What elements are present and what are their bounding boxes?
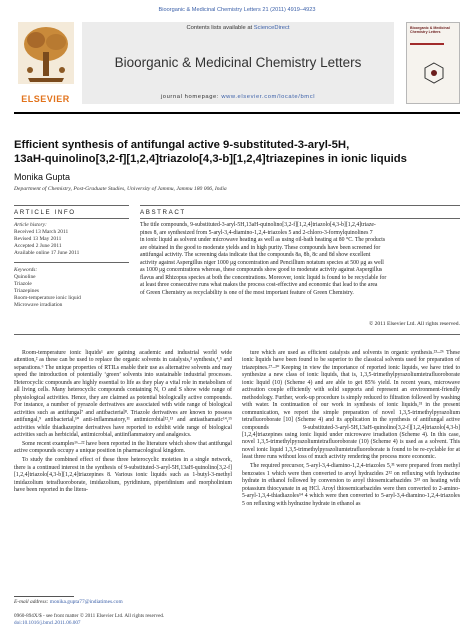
abstract-rule-bottom: [140, 218, 460, 219]
abstract-line: are obtained in the good to moderate yields and in high purity. These compounds have been screened for: [140, 244, 381, 251]
sciencedirect-link[interactable]: ScienceDirect: [253, 25, 290, 31]
abstract-line: at least three consecutive runs what makes the process cost-effective and economic that lead to the area: [140, 282, 378, 288]
masthead-rule: [14, 112, 460, 114]
article-info-rule-top: [14, 205, 129, 206]
contents-availability: [82, 25, 394, 31]
footnote-rule: [14, 596, 74, 597]
keywords-label: Keywords:: [14, 267, 38, 273]
abstract-text: [140, 222, 460, 297]
keyword-item: Room-temperature ionic liquid: [14, 295, 81, 301]
journal-title: Bioorganic & Medicinal Chemistry Letters: [114, 55, 362, 70]
keywords-rule: [14, 262, 129, 263]
issn-doi-block: [14, 613, 164, 626]
author-email-footnote: [14, 599, 123, 605]
history-label: Article history:: [14, 222, 47, 228]
article-title-line-2: 13aH-quinolino[3,2-f][1,2,4]triazolo[4,3-b][1,2,4]triazepines in ionic liquids: [14, 153, 407, 165]
molecule-icon: [421, 61, 447, 87]
article-title-line-1: Efficient synthesis of antifungal active 9-substituted-3-aryl-5H,: [14, 139, 350, 151]
body-column-right: [242, 350, 460, 510]
body-paragraph: Room-temperature ionic liquids¹ are gaining academic and industrial world wide attention,² as these can be used to replace the organic solvents in catalysis,³ synthesis,⁴,⁵ and separations.⁶ The unique properties of RTILs enable their use as alternative solvents and may speed the introduction of potentially ‘green’ solvents into sustainable industrial processes. Heterocyclic compounds are highly essential to life as they play a vital role in metabolism of all living cells. Many heterocyclic compounds containing N, O and S show wide range of physiological activities. Hence, they are claimed as potential biologically active compounds. For instance, a number of pyrazole derivatives are associated with wide range of biological activities such as antifungal⁷ and antibacterial⁸. Triazole derivatives are known to possess antifungal,⁹ antibacterial,¹⁰ anti-inflammatory,¹¹ antimicrobial¹²,¹³ and antiasthamatic¹⁴,¹⁵ activities while thiadiazepine derivatives have reported to exhibit wide range of biological activities such as herbicidal, antimicrobial, antiinflammatory and analgesics.: [14, 350, 232, 438]
abstract-line: pines 8, are synthesized from 5-aryl-3,4-diamino-1,2,4-triazoles 5 and 2-chloro-3-formylquinolines 7: [140, 229, 373, 236]
abstract-copyright: © 2011 Elsevier Ltd. All rights reserved.: [368, 321, 460, 327]
author-affiliation: Department of Chemistry, Post-Graduate Studies, University of Jammu, Jammu 180 006, India: [14, 186, 227, 192]
article-info-heading: ARTICLE INFO: [14, 209, 76, 216]
abstract-line: of Green Chemistry as recyclability is one of the most important feature of Green Chemistry.: [140, 289, 354, 296]
article-title: [14, 138, 460, 166]
history-revised: Revised 13 May 2011: [14, 236, 62, 242]
body-separator-rule: [14, 334, 460, 335]
history-received: Received 13 March 2011: [14, 229, 69, 235]
doi-link[interactable]: doi:10.1016/j.bmcl.2011.06.007: [14, 619, 81, 626]
cover-title: Bioorganic & Medicinal Chemistry Letters: [410, 26, 450, 34]
article-info-rule-bottom: [14, 218, 129, 219]
keyword-item: Microwave irradiation: [14, 302, 63, 308]
abstract-line: antifungal activity. The screening data indicate that the compounds 8a, 8b, 8c and 8d show excellent: [140, 252, 371, 258]
body-paragraph: ture which are used as efficient catalysts and solvents in organic synthesis.²³–²⁶ These ionic liquids have been found to be superior to the classical solvents used for preparation of triazepines.²⁷–³⁰ Keeping in view the importance of reported ionic liquids, we have tried to synthesize a new class of ionic liquids, that is, 1,3,5-trimethylpyrazoliumtetrafluoroborate ionic liquid (10) (Scheme 4) and are able to get 85% yield. In recent years, microwave activation couple efficiently with solid supports and represent an environment-friendly methodology. Further, work-up procedure is simply reduced to filtration followed by washing with water. In continuation of our work in synthesis of ionic liquids,³¹ in the present communication, we report the simple preparation of novel 1,3,5-trimethylpyrazolium tetrafluoroborate [10] (Scheme 4) and its application in the synthesis of antifungal active compounds 9-substituted-3-aryl-5H,13aH-quinolino[3,2-f][1,2,4]triazolo[4,3-b][1,2,4]triazepines using ionic liquid under microwave irradiation (Scheme 4). In this case, novel 1,3,5-trimethylpyrazoliumtetrafluoroborate (10) (Scheme 4) is used as a solvent. This novel ionic liquid 1,3,5-trimethylpyrazoliumtetrafluoroborate is found to be re-cyclable for at least three runs without loss of much activity rendering the process more economic.: [242, 350, 460, 461]
author-email-link[interactable]: monika.gupta77@indiatimes.com: [49, 599, 123, 605]
body-paragraph: To study the combined effect of these three heterocyclic moieties in a single network, there is a continued interest in the synthesis of 9-substituted-3-aryl-5H,13aH-quinolino[3,2-f][1,2,4]triazolo[4,3-b][1,2,4]triazepines 8. Various ionic liquids such as 1-butyl-3-methyl imidazolium tetrafluoroborate, imidazolium, pyridinium, piperidinium and morpholinium have been reported in the litera-: [14, 457, 232, 494]
keyword-item: Quinoline: [14, 274, 36, 280]
abstract-heading: ABSTRACT: [140, 209, 186, 216]
article-history: [14, 222, 129, 257]
elsevier-wordmark: ELSEVIER: [21, 94, 70, 104]
keyword-item: Triazepines: [14, 288, 39, 294]
journal-cover-thumbnail: [406, 22, 460, 104]
abstract-rule-top: [140, 205, 460, 206]
contents-prefix: Contents lists available at: [186, 25, 254, 31]
email-label: E-mail address:: [14, 599, 49, 605]
homepage-prefix: journal homepage:: [160, 94, 222, 100]
abstract-line: The title compounds, 9-substituted-3-aryl-5H,13aH-quinolino[3,2-f][1,2,4]triazolo[4,3-b][1,2,4]triaze-: [140, 222, 376, 228]
journal-masthead: [14, 18, 460, 109]
history-accepted: Accepted 2 June 2011: [14, 243, 62, 249]
author-name: Monika Gupta: [14, 172, 71, 182]
history-online: Available online 17 June 2011: [14, 250, 80, 256]
keywords: [14, 267, 129, 309]
body-column-left: [14, 350, 232, 496]
abstract-line: in ionic liquid as solvent under microwave heating as well as using oil-bath heating at 80 °C. The products: [140, 237, 386, 243]
abstract-line: as 1000 μg concentrations whereas, these compounds show good to moderate activity against Aspergillus: [140, 267, 383, 273]
journal-citation: Bioorganic & Medicinal Chemistry Letters 21 (2011) 4919–4923: [158, 7, 316, 13]
body-paragraph: Some recent examples¹⁶–²² have been reported in the literature which show that antifungal active compounds occupy a unique position in pharmacological kingdom.: [14, 440, 232, 455]
abstract-line: activity against Aspergillus niger 1000 μg concentration and Pencillium notatum species at 500 μg as well: [140, 259, 384, 266]
cover-band: [410, 43, 444, 45]
journal-homepage: [82, 94, 394, 100]
issn-line: 0960-894X/$ - see front matter © 2011 Elsevier Ltd. All rights reserved.: [14, 613, 165, 619]
keyword-item: Triazole: [14, 281, 32, 287]
homepage-link[interactable]: www.elsevier.com/locate/bmcl: [221, 94, 316, 100]
masthead-banner: [82, 22, 394, 104]
body-paragraph: The required precursor, 5-aryl-3,4-diamino-1,2,4-triazoles 5,³¹ were prepared from methyl benzoates 1 which were then converted to aroyl hydrazides 2³² on refluxing with hydrazine hydrate in ethanol followed by conversion to aroyl thiosemicarbazides 3³³ on heating with potassium thiocyanate in aq HCl. Aroyl thiosemicarbazides were then converted to 2-amino-5-aryl-1,3,4-thiadiazoles⁵⁴ 4 which were then converted to 5-aryl-3,4-diamino-1,2,4-triazoles 5 on refluxing with hydrazine hydrate in ethanol as: [242, 463, 460, 507]
elsevier-logo: [14, 22, 77, 104]
elsevier-tree-icon: [18, 22, 74, 84]
abstract-line: flavus and Rhizopus species at both the concentrations. Moreover, ionic liquid is found to be recyclable for: [140, 274, 387, 281]
